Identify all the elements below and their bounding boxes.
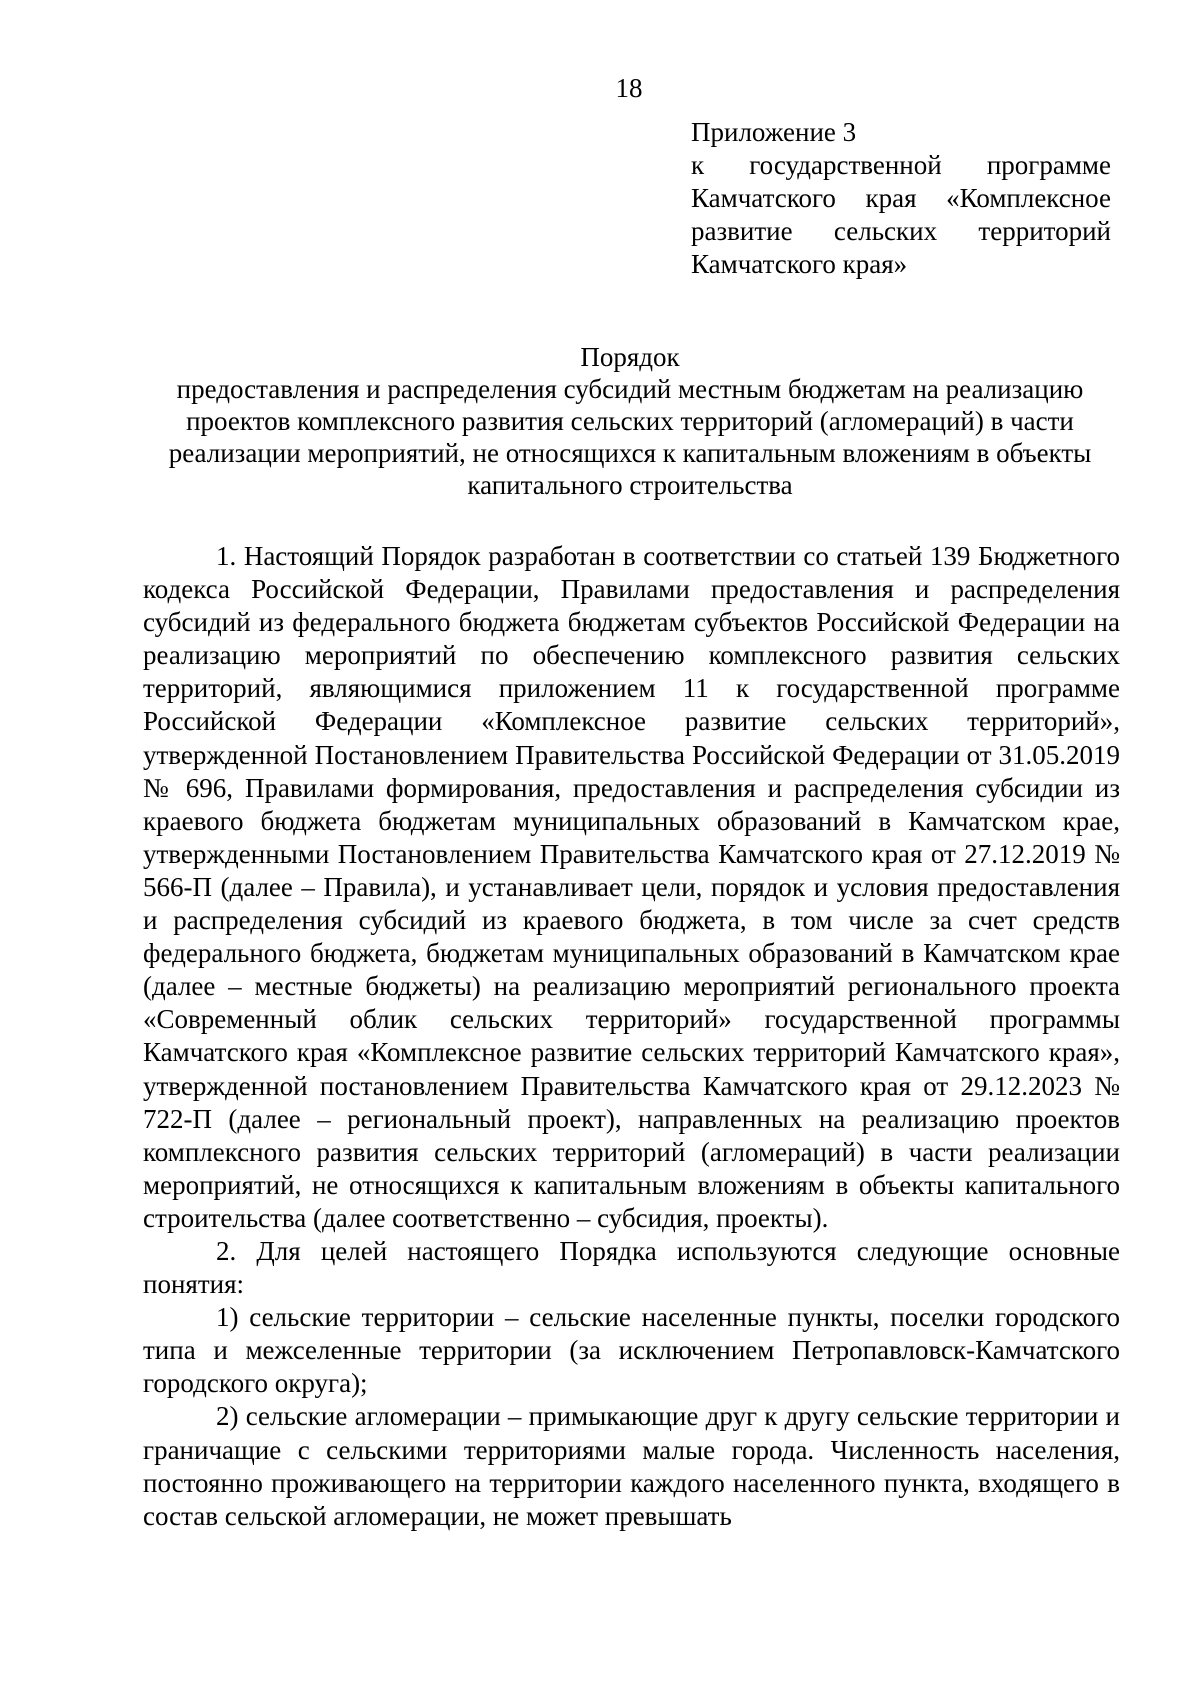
title-heading: Порядок: [580, 342, 680, 372]
document-title: [130, 341, 1130, 501]
appendix-line: развитие сельских территорий: [691, 216, 1111, 246]
title-subtitle: предоставления и распределения субсидий местным бюджетам на реализацию проектов комплексного развития сельских территорий (агломераций) в части реализации мероприятий, не относящихся к капитальным вложениям в объекты капитального строительства: [168, 374, 1092, 500]
paragraph: 2) сельские агломерации – примыкающие друг к другу сельские территории и граничащие с сельскими территориями малые города. Численность населения, постоянно проживающего на территории каждого населенного пункта, входящего в состав сельской агломерации, не может превышать: [143, 1401, 1120, 1531]
appendix-line: Камчатского края «Комплексное: [691, 183, 1111, 213]
paragraph: 1. Настоящий Порядок разработан в соответствии со статьей 139 Бюджетного кодекса Российской Федерации, Правилами предоставления и распределения субсидий из федерального бюджета бюджетам субъектов Российской Федерации на реализацию мероприятий по обеспечению комплексного развития сельских территорий, являющимися приложением 11 к государственной программе Российской Федерации «Комплексное развитие сельских территорий», утвержденной Постановлением Правительства Российской Федерации от 31.05.2019 № 696, Правилами формирования, предоставления и распределения субсидии из краевого бюджета бюджетам муниципальных образований в Камчатском крае, утвержденными Постановлением Правительства Камчатского края от 27.12.2019 № 566-П (далее – Правила), и устанавливает цели, порядок и условия предоставления и распределения субсидий из краевого бюджета, в том числе за счет средств федерального бюджета, бюджетам муниципальных образований в Камчатском крае (далее – местные бюджеты) на реализацию мероприятий регионального проекта «Современный облик сельских территорий» государственной программы Камчатского края «Комплексное развитие сельских территорий Камчатского края», утвержденной постановлением Правительства Камчатского края от 29.12.2023 № 722-П (далее – региональный проект), направленных на реализацию проектов комплексного развития сельских территорий (агломераций) в части реализации мероприятий, не относящихся к капитальным вложениям в объекты капитального строительства (далее соответственно – субсидия, проекты).: [143, 541, 1120, 1233]
page-number: 18: [615, 73, 643, 103]
appendix-line: к государственной программе: [691, 150, 1111, 180]
appendix-note: [691, 116, 1111, 281]
document-body: [143, 540, 1120, 1533]
paragraph: 2. Для целей настоящего Порядка используются следующие основные понятия:: [143, 1235, 1120, 1300]
appendix-line: Камчатского края»: [691, 249, 908, 279]
paragraph: 1) сельские территории – сельские населенные пункты, поселки городского типа и межселенные территории (за исключением Петропавловск-Камчатского городского округа);: [143, 1302, 1120, 1399]
appendix-line: Приложение 3: [691, 117, 857, 147]
